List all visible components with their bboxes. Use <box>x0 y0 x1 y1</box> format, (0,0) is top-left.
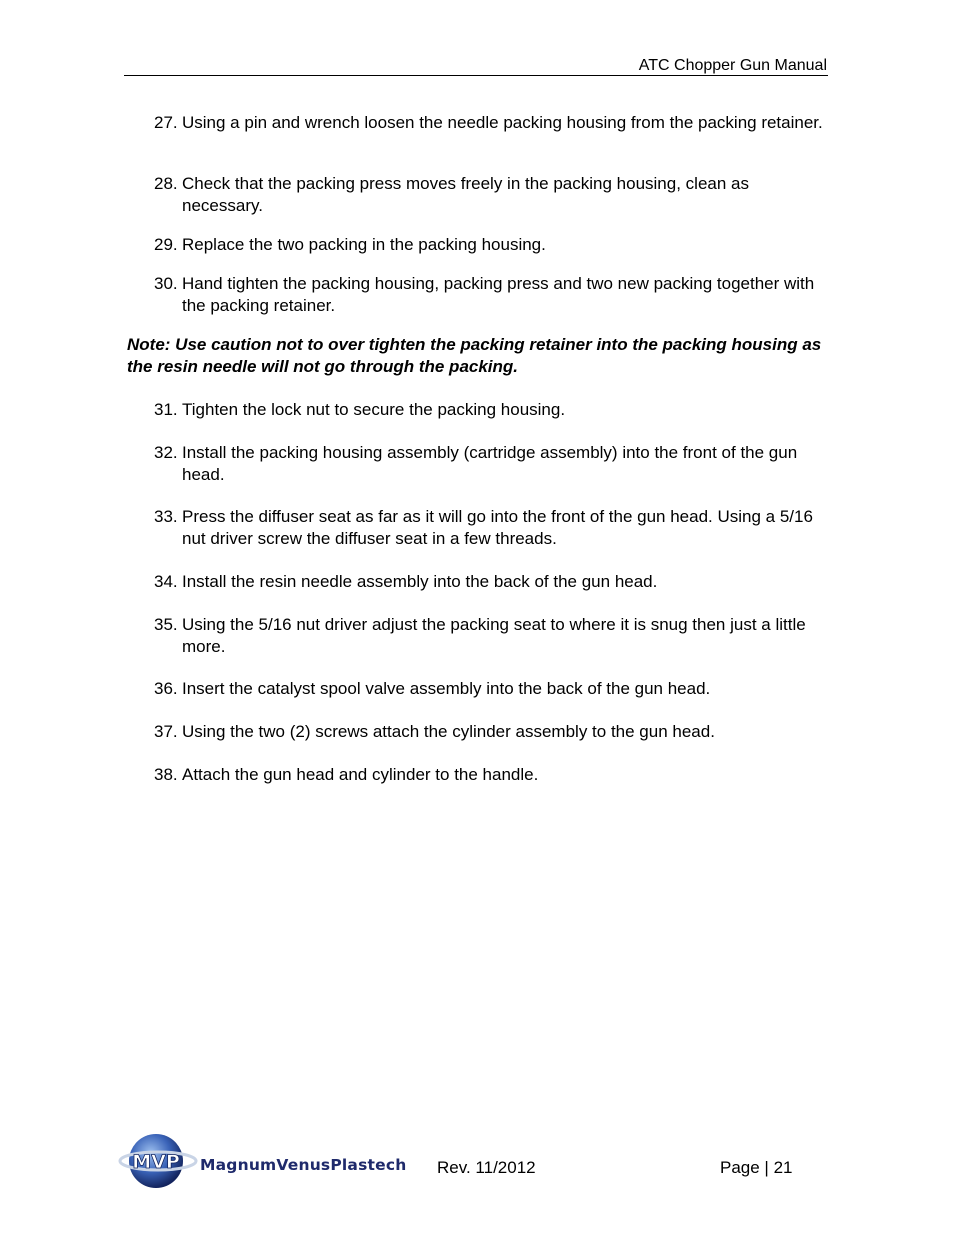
step-text: Using a pin and wrench loosen the needle packing housing from the packing retainer. <box>182 113 823 132</box>
step-text: Replace the two packing in the packing housing. <box>182 235 546 254</box>
step-29 <box>154 234 834 256</box>
step-34 <box>154 571 834 593</box>
step-number: 28. <box>154 174 178 193</box>
step-number: 32. <box>154 443 178 462</box>
step-text: Using the two (2) screws attach the cylinder assembly to the gun head. <box>182 722 715 741</box>
step-text: Using the 5/16 nut driver adjust the packing seat to where it is snug then just a little more. <box>182 615 806 656</box>
globe-logo-icon <box>118 1130 208 1192</box>
step-text: Press the diffuser seat as far as it will go into the front of the gun head. Using a 5/16 nut driver screw the diffuser seat in a few threads. <box>182 507 813 548</box>
step-text: Hand tighten the packing housing, packing press and two new packing together with the packing retainer. <box>182 274 815 315</box>
step-text: Check that the packing press moves freely in the packing housing, clean as necessary. <box>182 174 749 215</box>
step-27 <box>154 112 834 134</box>
step-30 <box>154 273 834 316</box>
step-text: Install the packing housing assembly (cartridge assembly) into the front of the gun head. <box>182 443 798 484</box>
page-number: Page | 21 <box>720 1158 793 1177</box>
step-number: 27. <box>154 113 178 132</box>
step-text: Tighten the lock nut to secure the packing housing. <box>182 400 566 419</box>
step-36 <box>154 678 834 700</box>
step-33 <box>154 506 834 549</box>
logo-wordmark: MagnumVenusPlastech <box>200 1156 407 1174</box>
step-number: 29. <box>154 235 178 254</box>
logo-mark-text: MVP <box>132 1151 180 1173</box>
step-28 <box>154 173 834 216</box>
step-text: Attach the gun head and cylinder to the handle. <box>182 765 539 784</box>
step-number: 31. <box>154 400 178 419</box>
step-number: 36. <box>154 679 178 698</box>
step-35 <box>154 614 834 657</box>
step-number: 34. <box>154 572 178 591</box>
step-number: 30. <box>154 274 178 293</box>
header-divider <box>124 75 828 76</box>
step-37 <box>154 721 834 743</box>
step-number: 35. <box>154 615 178 634</box>
step-31 <box>154 399 834 421</box>
step-32 <box>154 442 834 485</box>
caution-note: Note: Use caution not to over tighten the packing retainer into the packing housing as the resin needle will not go through the packing. <box>127 335 822 376</box>
step-38 <box>154 764 834 786</box>
step-text: Insert the catalyst spool valve assembly into the back of the gun head. <box>182 679 711 698</box>
step-number: 38. <box>154 765 178 784</box>
step-text: Install the resin needle assembly into the back of the gun head. <box>182 572 658 591</box>
step-number: 37. <box>154 722 178 741</box>
manual-title: ATC Chopper Gun Manual <box>638 57 827 74</box>
revision-label: Rev. 11/2012 <box>437 1158 536 1177</box>
step-number: 33. <box>154 507 178 526</box>
company-logo <box>118 1130 418 1192</box>
